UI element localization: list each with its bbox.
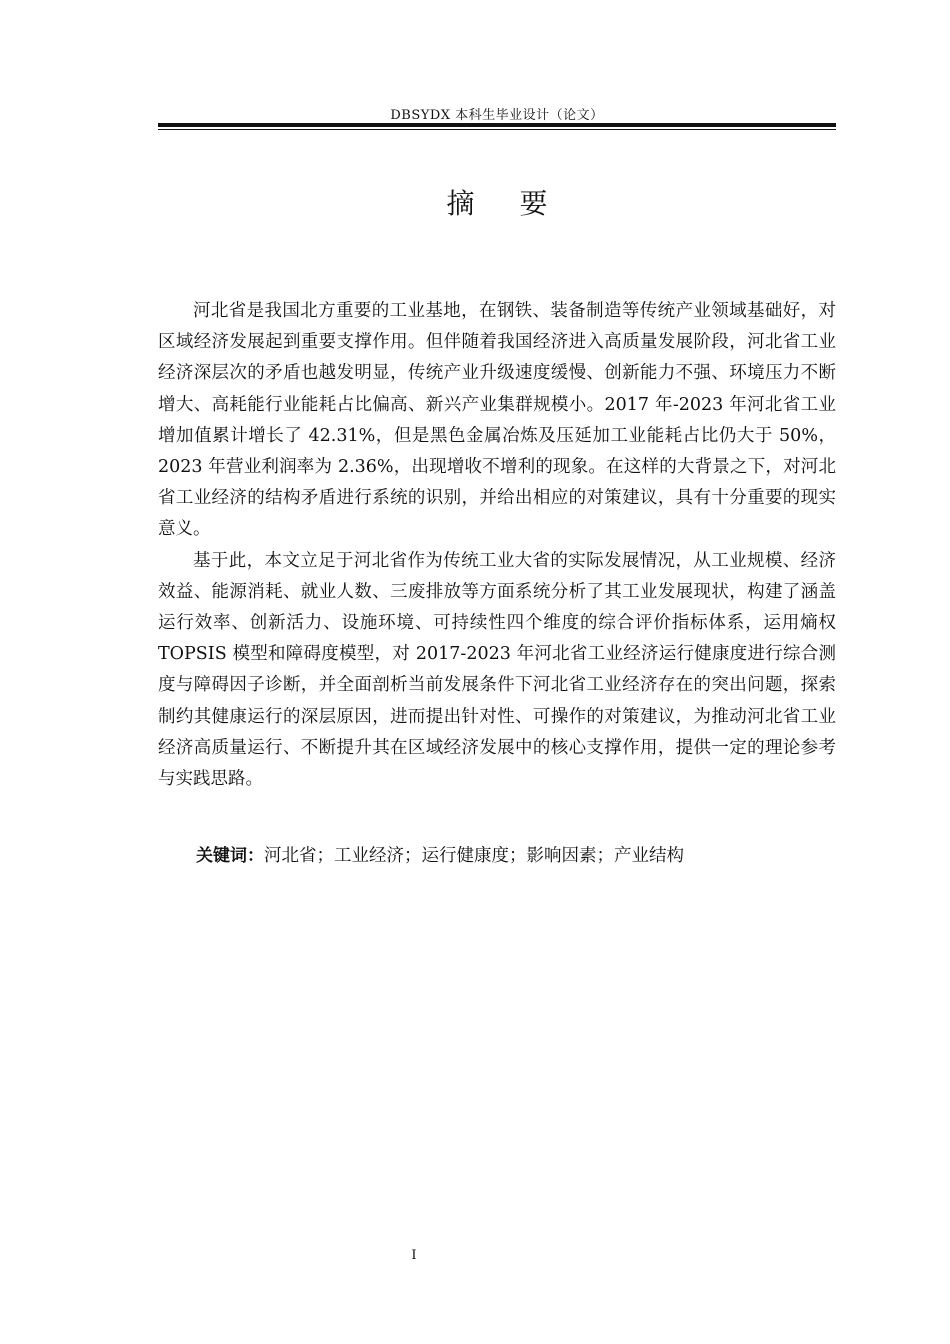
abstract-title: 摘 要 <box>446 187 566 220</box>
keywords-text: 河北省；工业经济；运行健康度；影响因素；产业结构 <box>264 846 684 866</box>
page-number: I <box>411 1248 417 1263</box>
keywords-label: 关键词： <box>196 846 264 866</box>
page-header: DBSYDX 本科生毕业设计（论文） <box>390 108 604 123</box>
keywords-line <box>196 842 684 870</box>
header-rule-thick <box>158 123 836 127</box>
abstract-body <box>158 296 836 795</box>
abstract-paragraph-2: 基于此，本文立足于河北省作为传统工业大省的实际发展情况，从工业规模、经济效益、能源消耗、就业人数、三废排放等方面系统分析了其工业发展现状，构建了涵盖运行效率、创新活力、设施环境、可持续性四个维度的综合评价指标体系，运用熵权 TOPSIS 模型和障碍度模型，对 2017-2023 年河北省工业经济运行健康度进行综合测度与障碍因子诊断，并全面剖析当前发展条件下河北省工业经济存在的突出问题，探索制约其健康运行的深层原因，进而提出针对性、可操作的对策建议，为推动河北省工业经济高质量运行、不断提升其在区域经济发展中的核心支撑作用，提供一定的理论参考与实践思路。 <box>158 550 836 790</box>
header-rule-thin <box>158 129 836 130</box>
abstract-paragraph-1: 河北省是我国北方重要的工业基地，在钢铁、装备制造等传统产业领域基础好，对区域经济发展起到重要支撑作用。但伴随着我国经济进入高质量发展阶段，河北省工业经济深层次的矛盾也越发明显，传统产业升级速度缓慢、创新能力不强、环境压力不断增大、高耗能行业能耗占比偏高、新兴产业集群规模小。2017 年-2023 年河北省工业增加值累计增长了 42.31%，但是黑色金属冶炼及压延加工业能耗占比仍大于 50%，2023 年营业利润率为 2.36%，出现增收不增利的现象。在这样的大背景之下，对河北省工业经济的结构矛盾进行系统的识别，并给出相应的对策建议，具有十分重要的现实意义。 <box>158 301 836 540</box>
